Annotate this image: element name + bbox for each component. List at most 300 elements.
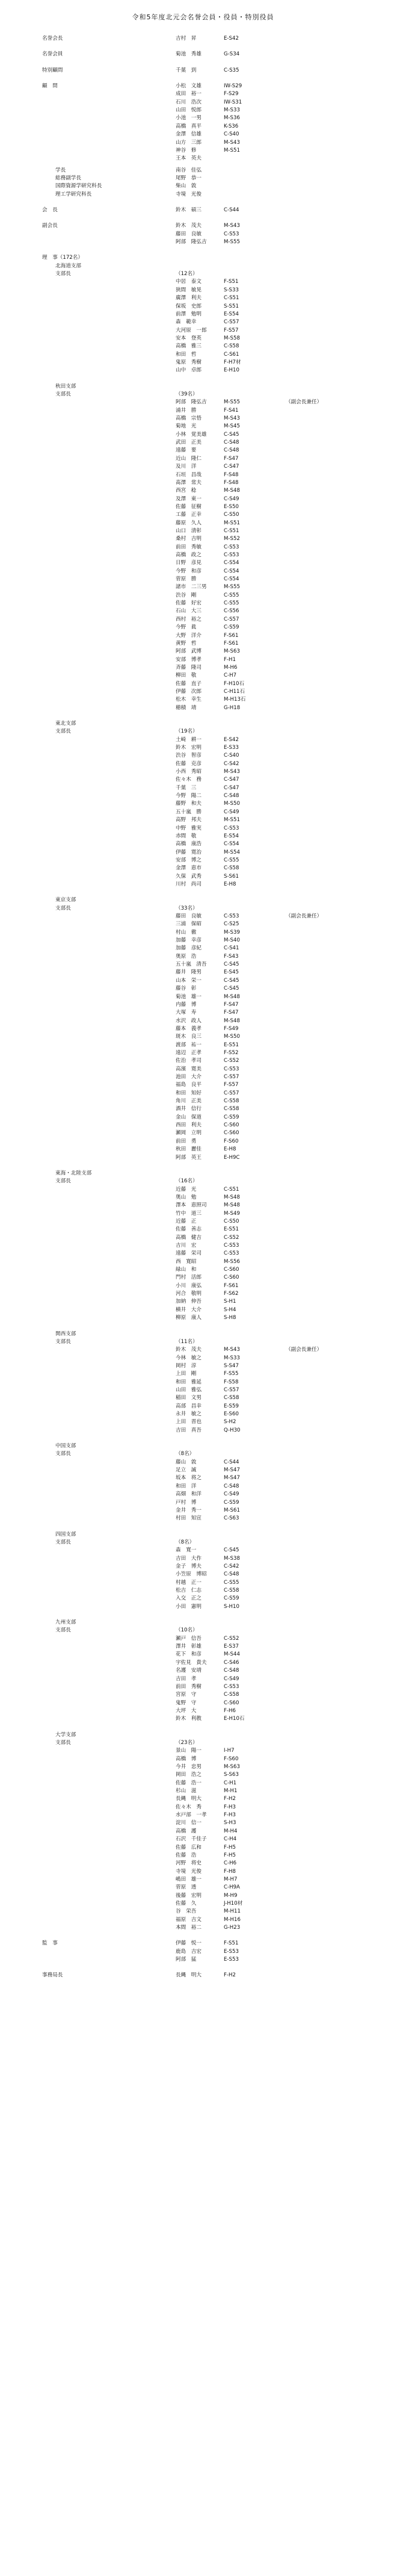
- member-code: M-S63: [224, 648, 240, 655]
- member-code: F-S47: [224, 455, 239, 462]
- member-code: M-S33: [224, 1355, 240, 1361]
- member-code: E-S50: [224, 503, 239, 510]
- member-code: S-S61: [224, 873, 239, 880]
- member-name: 佐藤 克彦: [176, 760, 201, 767]
- member-code: G-S34: [224, 51, 240, 58]
- member-code: M-H4: [224, 1828, 238, 1834]
- member-code: M-S51: [224, 817, 240, 824]
- role-label: 特別顧問: [42, 67, 63, 73]
- roster-row: [0, 896, 406, 904]
- member-code: F-H7材: [224, 359, 241, 365]
- member-code: C-H9A: [224, 1884, 240, 1891]
- member-code: C-S48: [224, 1483, 239, 1489]
- roster-row: [0, 311, 406, 318]
- member-name: 村山 徹: [176, 929, 197, 936]
- member-name: 川村 尚司: [176, 881, 201, 887]
- role-label: 名誉会員: [42, 51, 63, 58]
- member-name: 鬼野 守: [176, 1699, 197, 1706]
- member-name: 水戸部 一孝: [176, 1812, 207, 1819]
- member-name: 諸市 二三男: [176, 584, 207, 591]
- roster-row: [0, 1218, 406, 1226]
- member-code: E-S53: [224, 1957, 239, 1963]
- member-name: （8名）: [176, 1451, 195, 1457]
- member-name: 岡田 浩之: [176, 1772, 201, 1778]
- roster-row: [0, 1210, 406, 1218]
- member-code: F-H3: [224, 1812, 236, 1819]
- sub-label: 東北支部: [55, 721, 76, 727]
- roster-row: [0, 937, 406, 945]
- roster-row: [0, 1780, 406, 1787]
- member-code: C-S50: [224, 512, 239, 518]
- member-code: F-H8: [224, 1868, 236, 1875]
- roster-row: [0, 1355, 406, 1362]
- member-name: 中野 雅実: [176, 825, 201, 831]
- member-code: I-H7: [224, 1748, 235, 1754]
- member-name: 門村 活郎: [176, 1274, 201, 1281]
- roster-row: [0, 1338, 406, 1346]
- member-code: M-S48: [224, 1194, 240, 1200]
- member-name: 菅原 勝: [176, 576, 197, 582]
- roster-row: [0, 1474, 406, 1482]
- roster-row: [0, 1379, 406, 1386]
- member-code: M-S56: [224, 1258, 240, 1265]
- member-code: C-S45: [224, 431, 239, 438]
- roster-row: [0, 1836, 406, 1843]
- member-code: C-S53: [224, 913, 239, 919]
- member-name: 佐々木 務: [176, 777, 201, 783]
- member-name: 山方 三郎: [176, 139, 201, 146]
- member-name: 稲田 文男: [176, 1395, 201, 1401]
- member-code: C-S47: [224, 464, 239, 470]
- roster-row: [0, 1154, 406, 1162]
- roster-row: [0, 1811, 406, 1819]
- member-code: M-S39: [224, 929, 240, 936]
- roster-row: [0, 688, 406, 696]
- sub-label: 理工学研究科長: [55, 191, 92, 197]
- member-code: F-S60: [224, 1138, 239, 1144]
- roster-row: [0, 857, 406, 864]
- member-name: 吉田 大作: [176, 1555, 201, 1562]
- member-name: 水沢 政人: [176, 1017, 201, 1024]
- member-code: M-S33: [224, 107, 240, 114]
- member-code: M-S51: [224, 520, 240, 526]
- roster-row: [0, 1073, 406, 1081]
- roster-row: [0, 1459, 406, 1466]
- member-code: E-S45: [224, 969, 239, 976]
- member-code: C-H7: [224, 672, 237, 679]
- roster-row: [0, 1515, 406, 1522]
- roster-row: [0, 559, 406, 567]
- member-name: 佐藤 広和: [176, 1844, 201, 1851]
- member-name: 高橋 健吉: [176, 1234, 201, 1241]
- member-code: F-S58: [224, 1379, 239, 1385]
- member-name: 加納 伸吾: [176, 1299, 201, 1305]
- member-name: 浦井 勝: [176, 407, 197, 414]
- roster-row: [0, 431, 406, 439]
- roster-row: [0, 1699, 406, 1707]
- roster-row: [0, 182, 406, 190]
- roster-row: [0, 287, 406, 294]
- member-code: M-S47: [224, 1467, 240, 1474]
- member-code: C-S59: [224, 1499, 239, 1506]
- member-name: 今林 敏之: [176, 1355, 201, 1361]
- member-code: C-S58: [224, 1692, 239, 1698]
- member-name: 鬼原 秀樹: [176, 359, 201, 365]
- member-code: C-S60: [224, 1122, 239, 1129]
- roster-row: [0, 479, 406, 487]
- member-name: 宇佐見 貴夫: [176, 1659, 207, 1666]
- roster-row: [0, 1081, 406, 1089]
- member-code: C-S55: [224, 600, 239, 607]
- roster-row: [0, 175, 406, 182]
- member-name: （11名）: [176, 1338, 198, 1345]
- roster-row: [0, 1282, 406, 1290]
- member-code: M-S48: [224, 488, 240, 494]
- member-name: 村田 知宣: [176, 1515, 201, 1522]
- member-name: 狭間 敏晃: [176, 287, 201, 293]
- member-name: 吉川 宏: [176, 1243, 197, 1249]
- member-name: 千葉 三: [176, 784, 197, 791]
- member-name: 福島 良平: [176, 1082, 201, 1088]
- member-name: 松木 幸生: [176, 697, 201, 703]
- member-code: M-S48: [224, 1202, 240, 1209]
- member-name: 佐治 孝司: [176, 1058, 201, 1064]
- roster-row: [0, 616, 406, 624]
- member-name: 岡村 淳: [176, 1362, 197, 1369]
- roster-row: [0, 840, 406, 848]
- roster-row: [0, 849, 406, 857]
- roster-row: [0, 155, 406, 163]
- member-name: 金子 博夫: [176, 1563, 201, 1569]
- member-code: S-H3: [224, 1820, 236, 1826]
- member-name: 五十嵐 清吾: [176, 961, 207, 968]
- member-code: IW-S31: [224, 99, 242, 105]
- member-name: 長縄 明大: [176, 1796, 201, 1802]
- member-name: 赤間 敬: [176, 833, 197, 839]
- roster-row: [0, 1819, 406, 1827]
- role-label: 監 事: [42, 1940, 58, 1947]
- member-code: C-S52: [224, 1058, 239, 1064]
- roster-row: [0, 35, 406, 43]
- sub-label: 支部長: [55, 271, 71, 278]
- sub-label: 支部長: [55, 905, 71, 911]
- member-code: C-S54: [224, 560, 239, 566]
- roster-row: [0, 1442, 406, 1450]
- member-code: M-S38: [224, 1555, 240, 1562]
- member-code: M-S63: [224, 1764, 240, 1770]
- roster-row: [0, 1033, 406, 1041]
- member-name: 森 範幸: [176, 319, 197, 326]
- member-name: 高部 昌幸: [176, 1403, 201, 1409]
- member-code: M-S43: [224, 139, 240, 146]
- member-name: 足立 誠: [176, 1467, 197, 1474]
- member-name: 高橋 博: [176, 1755, 197, 1762]
- member-code: F-H2: [224, 1796, 236, 1802]
- member-code: C-S52: [224, 1635, 239, 1642]
- member-code: F-S43: [224, 953, 239, 960]
- roster-row: [0, 238, 406, 246]
- roster-row: [0, 1483, 406, 1491]
- roster-row: [0, 1627, 406, 1634]
- roster-row: [0, 1787, 406, 1795]
- roster-row: [0, 1924, 406, 1932]
- member-code: M-S51: [224, 147, 240, 154]
- roster-row: [0, 656, 406, 664]
- member-code: M-S48: [224, 993, 240, 1000]
- roster-row: [0, 953, 406, 961]
- member-name: 金井 秀一: [176, 1507, 201, 1513]
- member-name: 遠藤 要: [176, 447, 197, 454]
- roster-row: [0, 51, 406, 58]
- member-code: F-H3: [224, 1804, 236, 1810]
- roster-row: [0, 1539, 406, 1547]
- member-code: E-S51: [224, 1226, 239, 1233]
- member-code: C-S48: [224, 439, 239, 446]
- member-name: 藤本 義孝: [176, 1025, 201, 1032]
- member-code: E-H9C: [224, 1154, 240, 1161]
- member-name: 藤井 隆男: [176, 969, 201, 976]
- member-code: C-S50: [224, 1218, 239, 1224]
- roster-row: [0, 131, 406, 138]
- roster-row: [0, 1491, 406, 1498]
- member-name: 小川 康弘: [176, 1282, 201, 1289]
- member-name: 山中 卓郎: [176, 367, 201, 374]
- member-name: 緑山 和: [176, 1267, 197, 1273]
- member-code: F-S52: [224, 1049, 239, 1056]
- roster-row: [0, 1587, 406, 1595]
- member-code: F-S61: [224, 632, 239, 639]
- roster-row: [0, 1691, 406, 1699]
- roster-row: [0, 1876, 406, 1884]
- member-code: E-S59: [224, 1403, 239, 1409]
- member-code: M-S55: [224, 399, 240, 406]
- member-code: C-S44: [224, 207, 239, 213]
- roster-row: [0, 624, 406, 632]
- roster-row: [0, 439, 406, 447]
- member-code: F-S62: [224, 1291, 239, 1297]
- sub-label: 支部長: [55, 391, 71, 397]
- member-code: C-S53: [224, 552, 239, 558]
- member-name: 藤山 敦: [176, 1459, 197, 1465]
- member-code: S-S33: [224, 287, 239, 293]
- member-name: 加藤 彦紀: [176, 945, 201, 952]
- member-code: E-S42: [224, 36, 239, 42]
- roster-row: [0, 1683, 406, 1691]
- roster-row: [0, 1138, 406, 1146]
- member-code: E-S42: [224, 736, 239, 743]
- sub-label: 中国支部: [55, 1443, 76, 1449]
- member-code: C-S48: [224, 1571, 239, 1578]
- roster-row: [0, 1226, 406, 1234]
- member-name: 斑木 良三: [176, 1034, 201, 1040]
- roster-row: [0, 583, 406, 591]
- member-name: （16名）: [176, 1178, 198, 1185]
- member-code: C-S59: [224, 1114, 239, 1120]
- member-code: C-S53: [224, 825, 239, 831]
- roster-row: [0, 1114, 406, 1122]
- member-code: J-H10材: [224, 1900, 243, 1907]
- member-name: 今野 眞: [176, 624, 197, 631]
- roster-row: [0, 343, 406, 350]
- member-code: C-S53: [224, 544, 239, 550]
- roster-row: [0, 808, 406, 816]
- roster-row: [0, 1266, 406, 1274]
- member-code: S-H1: [224, 1299, 236, 1305]
- member-note: （副会長兼任）: [286, 1347, 322, 1353]
- member-name: 前田 勇: [176, 1138, 197, 1144]
- member-name: 佐々木 秀: [176, 1804, 201, 1810]
- sub-label: 支部長: [55, 1627, 71, 1634]
- roster-row: [0, 672, 406, 680]
- member-code: F-H1: [224, 656, 236, 663]
- member-code: C-S45: [224, 961, 239, 968]
- roster-row: [0, 833, 406, 840]
- roster-row: [0, 231, 406, 238]
- roster-row: [0, 167, 406, 175]
- roster-row: [0, 191, 406, 199]
- member-code: F-S57: [224, 1082, 239, 1088]
- member-code: C-S42: [224, 1563, 239, 1569]
- member-code: M-S36: [224, 115, 240, 122]
- roster-row: [0, 1057, 406, 1065]
- member-name: 鈴木 宏明: [176, 745, 201, 751]
- roster-row: [0, 415, 406, 423]
- member-name: 南谷 佳弘: [176, 167, 201, 173]
- sub-label: 支部長: [55, 1739, 71, 1746]
- member-code: E-S60: [224, 1411, 239, 1417]
- member-name: 尾野 恭一: [176, 175, 201, 181]
- roster-row: [0, 1418, 406, 1426]
- sub-label: 支部長: [55, 1539, 71, 1545]
- roster-row: [0, 511, 406, 519]
- roster-row: [0, 1258, 406, 1266]
- member-code: C-S44: [224, 1459, 239, 1465]
- member-code: C-S42: [224, 760, 239, 767]
- member-name: 金澤 恵市: [176, 865, 201, 872]
- roster-row: [0, 1948, 406, 1956]
- member-code: E-S53: [224, 1948, 239, 1955]
- member-name: 菊池 秀雄: [176, 51, 201, 58]
- member-code: C-S35: [224, 67, 239, 73]
- member-name: 及川 洋: [176, 464, 197, 470]
- member-code: F-S47: [224, 1001, 239, 1008]
- member-name: 吉村 昇: [176, 36, 197, 42]
- roster-row: [0, 1122, 406, 1129]
- member-code: C-S49: [224, 495, 239, 502]
- member-name: 日野 彦見: [176, 560, 201, 566]
- member-name: 酒井 信行: [176, 1106, 201, 1113]
- roster-row: [0, 1194, 406, 1202]
- member-name: 奥山 勉: [176, 1194, 197, 1200]
- member-code: S-H10: [224, 1603, 239, 1610]
- roster-row: [0, 1900, 406, 1908]
- roster-row: [0, 1707, 406, 1715]
- member-code: F-H10石: [224, 680, 245, 687]
- member-code: C-S63: [224, 1515, 239, 1522]
- member-name: 藤田 良敏: [176, 913, 201, 919]
- member-name: （12名）: [176, 271, 198, 278]
- member-name: 近山 隆仁: [176, 455, 201, 462]
- roster-row: [0, 1852, 406, 1860]
- member-name: 今野 和彦: [176, 568, 201, 574]
- member-name: 今井 忠男: [176, 1764, 201, 1770]
- member-name: 大坪 大: [176, 1707, 197, 1714]
- member-name: 永井 敏之: [176, 1411, 201, 1417]
- member-name: 上田 剛: [176, 1371, 197, 1377]
- roster-row: [0, 929, 406, 937]
- member-name: 伊藤 次郎: [176, 688, 201, 695]
- member-name: （10名）: [176, 1627, 198, 1634]
- roster-row: [0, 1651, 406, 1659]
- member-code: M-S44: [224, 1651, 240, 1658]
- roster-row: [0, 1892, 406, 1900]
- roster-row: [0, 90, 406, 98]
- member-name: 戸村 博: [176, 1499, 197, 1506]
- member-name: 菅原 透: [176, 1884, 197, 1891]
- member-name: 前田 秀敏: [176, 544, 201, 550]
- member-code: C-S61: [224, 351, 239, 358]
- roster-row: [0, 535, 406, 543]
- roster-row: [0, 945, 406, 952]
- roster-row: [0, 1603, 406, 1611]
- roster-row: [0, 1884, 406, 1892]
- member-name: 佐藤 直子: [176, 680, 201, 687]
- member-code: C-S57: [224, 1074, 239, 1080]
- member-code: F-S51: [224, 1940, 239, 1947]
- roster-row: [0, 99, 406, 107]
- roster-row: [0, 1868, 406, 1876]
- member-name: 小松 文雄: [176, 83, 201, 89]
- member-name: （39名）: [176, 391, 198, 397]
- member-code: C-S55: [224, 857, 239, 863]
- roster-row: [0, 993, 406, 1001]
- roster-row: [0, 920, 406, 928]
- member-name: 鈴木 利教: [176, 1716, 201, 1722]
- member-name: 阿部 隆弘吉: [176, 399, 207, 406]
- roster-row: [0, 825, 406, 833]
- roster-row: [0, 736, 406, 744]
- member-code: E-H8: [224, 1146, 236, 1153]
- member-name: 保坂 史郎: [176, 303, 201, 309]
- roster-row: [0, 1675, 406, 1683]
- member-name: 安部 博之: [176, 857, 201, 863]
- member-name: 斉藤 隆司: [176, 664, 201, 671]
- roster-row: [0, 1635, 406, 1643]
- member-name: 吉田 孝: [176, 1675, 197, 1682]
- member-name: 山田 雅弘: [176, 1386, 201, 1393]
- sub-label: 大学支部: [55, 1731, 76, 1738]
- member-code: C-S53: [224, 1243, 239, 1249]
- member-name: 河合 敬明: [176, 1291, 201, 1297]
- member-name: 内藤 博: [176, 1001, 197, 1008]
- member-code: M-S50: [224, 1034, 240, 1040]
- member-code: C-H11石: [224, 688, 245, 695]
- member-name: 高野 邦夫: [176, 817, 201, 824]
- member-name: 後藤 宏明: [176, 1892, 201, 1899]
- page-title: 令和5年度北元会名誉会員・役員・特別役員: [132, 13, 274, 21]
- member-code: F-S48: [224, 471, 239, 478]
- roster-row: [0, 1747, 406, 1755]
- member-code: C-S48: [224, 793, 239, 799]
- member-code: M-S52: [224, 536, 240, 542]
- roster-row: [0, 1715, 406, 1723]
- roster-row: [0, 568, 406, 576]
- member-code: C-S59: [224, 1595, 239, 1602]
- roster-row: [0, 1844, 406, 1852]
- member-code: M-H13石: [224, 697, 246, 703]
- member-name: 石山 大三: [176, 608, 201, 615]
- roster-row: [0, 471, 406, 479]
